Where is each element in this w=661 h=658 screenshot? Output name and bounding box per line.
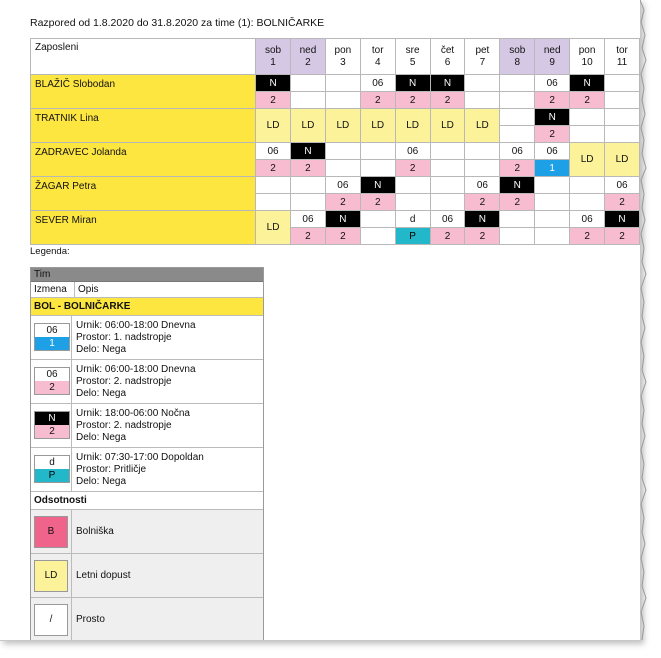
legend-shift-row <box>31 316 263 360</box>
legend-shift-row <box>31 404 263 448</box>
legend-shift-swatch <box>31 316 72 359</box>
shift-chip-location: 1 <box>35 337 69 350</box>
shift-code-cell[interactable] <box>395 177 430 194</box>
legend-col-shift: Izmena <box>31 282 75 297</box>
shift-cell[interactable]: LD <box>430 109 465 143</box>
legend-desc-line: Prostor: 2. nadstropje <box>76 420 172 431</box>
day-number: 4 <box>374 56 381 68</box>
day-name: tor <box>371 44 384 56</box>
legend-shift-swatch <box>31 448 72 491</box>
absence-code: / <box>34 604 68 636</box>
shift-chip-location: 2 <box>35 381 69 394</box>
absence-code: LD <box>34 560 68 592</box>
report-title: Razpored od 1.8.2020 do 31.8.2020 za time (1): BOLNIČARKE <box>30 17 325 29</box>
shift-location-cell[interactable]: 2 <box>500 160 535 177</box>
shift-code-cell[interactable]: 06 <box>430 211 465 228</box>
shift-location-cell[interactable] <box>291 92 326 109</box>
legend-shift-description <box>72 404 194 447</box>
shift-code-cell[interactable]: d <box>395 211 430 228</box>
shift-location-cell[interactable] <box>360 160 395 177</box>
day-name: tor <box>616 44 628 56</box>
shift-location-cell[interactable]: 2 <box>325 228 360 245</box>
shift-code-cell[interactable] <box>325 75 360 92</box>
shift-location-cell[interactable] <box>500 126 535 143</box>
shift-code-cell[interactable]: 06 <box>325 177 360 194</box>
day-number: 5 <box>409 56 416 68</box>
shift-cell[interactable]: LD <box>256 109 291 143</box>
shift-code-cell[interactable] <box>325 143 360 160</box>
day-header <box>570 39 605 75</box>
day-number: 9 <box>549 56 555 68</box>
absence-label: Letni dopust <box>76 570 131 581</box>
absences-title: Odsotnosti <box>31 492 263 510</box>
shift-code-cell[interactable]: N <box>325 211 360 228</box>
legend-absence-row <box>31 510 263 554</box>
day-header <box>500 39 535 75</box>
shift-location-cell[interactable] <box>605 126 640 143</box>
shift-code-cell[interactable]: 06 <box>535 75 570 92</box>
shift-location-cell[interactable] <box>291 194 326 211</box>
day-number: 3 <box>340 56 346 68</box>
shift-cell[interactable]: LD <box>325 109 360 143</box>
shift-location-cell[interactable] <box>500 228 535 245</box>
day-header <box>360 39 395 75</box>
shift-chip <box>34 411 70 439</box>
shift-cell[interactable]: LD <box>256 211 291 245</box>
day-name: pon <box>578 44 596 56</box>
shift-code-cell[interactable] <box>360 211 395 228</box>
shift-chip-code: 06 <box>35 368 69 381</box>
legend-header: Tim <box>31 268 263 282</box>
shift-location-cell[interactable]: 2 <box>395 160 430 177</box>
shift-location-cell[interactable]: 2 <box>605 228 640 245</box>
shift-location-cell[interactable] <box>430 194 465 211</box>
shift-location-cell[interactable]: 2 <box>465 194 500 211</box>
shift-code-cell[interactable] <box>500 109 535 126</box>
day-name: sre <box>405 44 420 56</box>
shift-location-cell[interactable]: 2 <box>570 92 605 109</box>
shift-location-cell[interactable]: 2 <box>535 126 570 143</box>
legend-team: BOL - BOLNIČARKE <box>31 298 263 316</box>
shift-code-cell[interactable]: N <box>360 177 395 194</box>
shift-chip-code: N <box>35 412 69 425</box>
legend-desc-line: Delo: Nega <box>76 476 127 487</box>
day-name: sob <box>509 44 526 56</box>
legend-desc-line: Urnik: 06:00-18:00 Dnevna <box>76 364 196 375</box>
shift-location-cell[interactable] <box>256 194 291 211</box>
shift-code-cell[interactable] <box>465 143 500 160</box>
shift-cell[interactable]: LD <box>570 143 605 177</box>
legend-desc-line: Prostor: 1. nadstropje <box>76 332 172 343</box>
shift-location-cell[interactable]: 2 <box>360 92 395 109</box>
day-name: pon <box>334 44 352 56</box>
legend-desc-line: Prostor: Pritličje <box>76 464 147 475</box>
shift-code-cell[interactable]: 06 <box>395 143 430 160</box>
legend-absence-swatch <box>31 554 72 597</box>
legend-shift-row <box>31 448 263 492</box>
legend-desc-line: Delo: Nega <box>76 432 127 443</box>
employee-row <box>31 143 640 160</box>
legend-absence-swatch <box>31 598 72 641</box>
shift-location-cell[interactable] <box>570 194 605 211</box>
legend-desc-line: Delo: Nega <box>76 388 127 399</box>
shift-code-cell[interactable]: 06 <box>535 143 570 160</box>
shift-code-cell[interactable]: 06 <box>465 177 500 194</box>
legend-absence-swatch <box>31 510 72 553</box>
shift-chip-location: P <box>35 469 69 482</box>
shift-location-cell[interactable]: P <box>395 228 430 245</box>
shift-chip-code: d <box>35 456 69 469</box>
legend-columns <box>31 282 263 298</box>
employee-name[interactable]: BLAŽIČ Slobodan <box>31 75 256 109</box>
shift-code-cell[interactable] <box>570 177 605 194</box>
shift-location-cell[interactable] <box>500 92 535 109</box>
legend-shift-description <box>72 316 200 359</box>
day-name: ned <box>299 44 317 56</box>
shift-code-cell[interactable] <box>500 75 535 92</box>
legend-desc-line: Urnik: 18:00-06:00 Nočna <box>76 408 190 419</box>
shift-code-cell[interactable]: 06 <box>360 75 395 92</box>
shift-code-cell[interactable]: 06 <box>605 177 640 194</box>
shift-location-cell[interactable] <box>395 194 430 211</box>
shift-code-cell[interactable] <box>291 177 326 194</box>
day-number: 2 <box>305 56 311 68</box>
day-number: 1 <box>270 56 276 68</box>
shift-chip-code: 06 <box>35 324 69 337</box>
legend-shift-swatch <box>31 404 72 447</box>
shift-chip <box>34 367 70 395</box>
shift-code-cell[interactable] <box>570 109 605 126</box>
employee-name[interactable]: SEVER Miran <box>31 211 256 245</box>
shift-location-cell[interactable]: 2 <box>430 228 465 245</box>
legend-absence-row <box>31 554 263 598</box>
shift-location-cell[interactable] <box>360 228 395 245</box>
shift-chip-location: 2 <box>35 425 69 438</box>
legend-desc-line: Urnik: 07:30-17:00 Dopoldan <box>76 452 204 463</box>
day-header <box>465 39 500 75</box>
shift-location-cell[interactable] <box>325 160 360 177</box>
shift-location-cell[interactable]: 1 <box>535 160 570 177</box>
torn-edge <box>640 0 661 658</box>
shift-location-cell[interactable] <box>465 160 500 177</box>
shift-cell[interactable]: LD <box>395 109 430 143</box>
employee-row <box>31 75 640 92</box>
employee-row <box>31 177 640 194</box>
day-name: sob <box>264 44 282 56</box>
shift-chip <box>34 323 70 351</box>
day-number: 11 <box>616 56 628 68</box>
shift-code-cell[interactable]: N <box>291 143 326 160</box>
legend-shift-description <box>72 360 200 403</box>
shift-code-cell[interactable] <box>605 109 640 126</box>
day-header <box>291 39 326 75</box>
employee-row <box>31 109 640 126</box>
legend-desc-line: Delo: Nega <box>76 344 127 355</box>
shift-code-cell[interactable]: N <box>535 109 570 126</box>
day-number: 8 <box>514 56 521 68</box>
day-header <box>430 39 465 75</box>
legend-desc-line: Prostor: 2. nadstropje <box>76 376 172 387</box>
day-name: čet <box>440 44 455 56</box>
shift-location-cell[interactable]: 2 <box>256 160 291 177</box>
shift-code-cell[interactable]: N <box>256 75 291 92</box>
shift-code-cell[interactable]: N <box>430 75 465 92</box>
shift-location-cell[interactable] <box>325 92 360 109</box>
shift-code-cell[interactable] <box>605 75 640 92</box>
shift-cell[interactable]: LD <box>291 109 326 143</box>
shift-code-cell[interactable]: N <box>570 75 605 92</box>
day-header <box>535 39 570 75</box>
employee-name[interactable]: TRATNIK Lina <box>31 109 256 143</box>
day-name: pet <box>475 44 490 56</box>
shift-location-cell[interactable]: 2 <box>360 194 395 211</box>
shift-location-cell[interactable] <box>570 126 605 143</box>
legend-col-desc: Opis <box>78 284 99 295</box>
day-header <box>605 39 640 75</box>
shift-code-cell[interactable] <box>535 177 570 194</box>
shift-code-cell[interactable]: 06 <box>256 143 291 160</box>
shift-location-cell[interactable]: 2 <box>500 194 535 211</box>
employee-name[interactable]: ŽAGAR Petra <box>31 177 256 211</box>
shift-location-cell[interactable] <box>535 228 570 245</box>
legend-shift-description <box>72 448 208 491</box>
legend-label: Legenda: <box>30 246 70 257</box>
day-header <box>256 39 291 75</box>
absence-label: Prosto <box>76 614 105 625</box>
day-number: 6 <box>444 56 451 68</box>
shift-code-cell[interactable] <box>430 143 465 160</box>
shift-cell[interactable]: LD <box>605 143 640 177</box>
shift-location-cell[interactable]: 2 <box>256 92 291 109</box>
legend-shift-row <box>31 360 263 404</box>
shift-cell[interactable]: LD <box>360 109 395 143</box>
shift-code-cell[interactable]: 06 <box>291 211 326 228</box>
shift-code-cell[interactable]: 06 <box>570 211 605 228</box>
shift-code-cell[interactable]: N <box>500 177 535 194</box>
shift-location-cell[interactable]: 2 <box>465 228 500 245</box>
shift-code-cell[interactable] <box>430 177 465 194</box>
day-number: 10 <box>581 56 593 68</box>
day-number: 7 <box>479 56 486 68</box>
absence-code: B <box>34 516 68 548</box>
legend-absence-row <box>31 598 263 641</box>
shift-location-cell[interactable]: 2 <box>570 228 605 245</box>
schedule-header-row <box>31 39 640 75</box>
absence-label: Bolniška <box>76 526 114 537</box>
shift-code-cell[interactable] <box>256 177 291 194</box>
shift-location-cell[interactable] <box>535 194 570 211</box>
shift-location-cell[interactable]: 2 <box>535 92 570 109</box>
day-header <box>395 39 430 75</box>
shift-code-cell[interactable] <box>465 75 500 92</box>
shift-code-cell[interactable]: N <box>465 211 500 228</box>
shift-code-cell[interactable] <box>291 75 326 92</box>
legend-desc-line: Urnik: 06:00-18:00 Dnevna <box>76 320 196 331</box>
employee-row <box>31 211 640 228</box>
schedule-table <box>30 38 640 245</box>
shift-location-cell[interactable]: 2 <box>291 160 326 177</box>
legend-shift-swatch <box>31 360 72 403</box>
shift-location-cell[interactable] <box>465 92 500 109</box>
shift-location-cell[interactable]: 2 <box>430 92 465 109</box>
shift-location-cell[interactable]: 2 <box>325 194 360 211</box>
shift-location-cell[interactable] <box>605 92 640 109</box>
shift-location-cell[interactable]: 2 <box>291 228 326 245</box>
shift-location-cell[interactable] <box>430 160 465 177</box>
legend-panel <box>30 267 264 641</box>
shift-code-cell[interactable]: 06 <box>500 143 535 160</box>
day-header <box>325 39 360 75</box>
shift-code-cell[interactable]: N <box>395 75 430 92</box>
employee-name[interactable]: ZADRAVEC Jolanda <box>31 143 256 177</box>
shift-location-cell[interactable]: 2 <box>605 194 640 211</box>
shift-code-cell[interactable] <box>500 211 535 228</box>
shift-code-cell[interactable]: N <box>605 211 640 228</box>
shift-location-cell[interactable]: 2 <box>395 92 430 109</box>
employee-column-header: Zaposleni <box>31 39 256 75</box>
shift-cell[interactable]: LD <box>465 109 500 143</box>
shift-chip <box>34 455 70 483</box>
shift-code-cell[interactable] <box>535 211 570 228</box>
day-name: ned <box>543 44 561 56</box>
shift-code-cell[interactable] <box>360 143 395 160</box>
